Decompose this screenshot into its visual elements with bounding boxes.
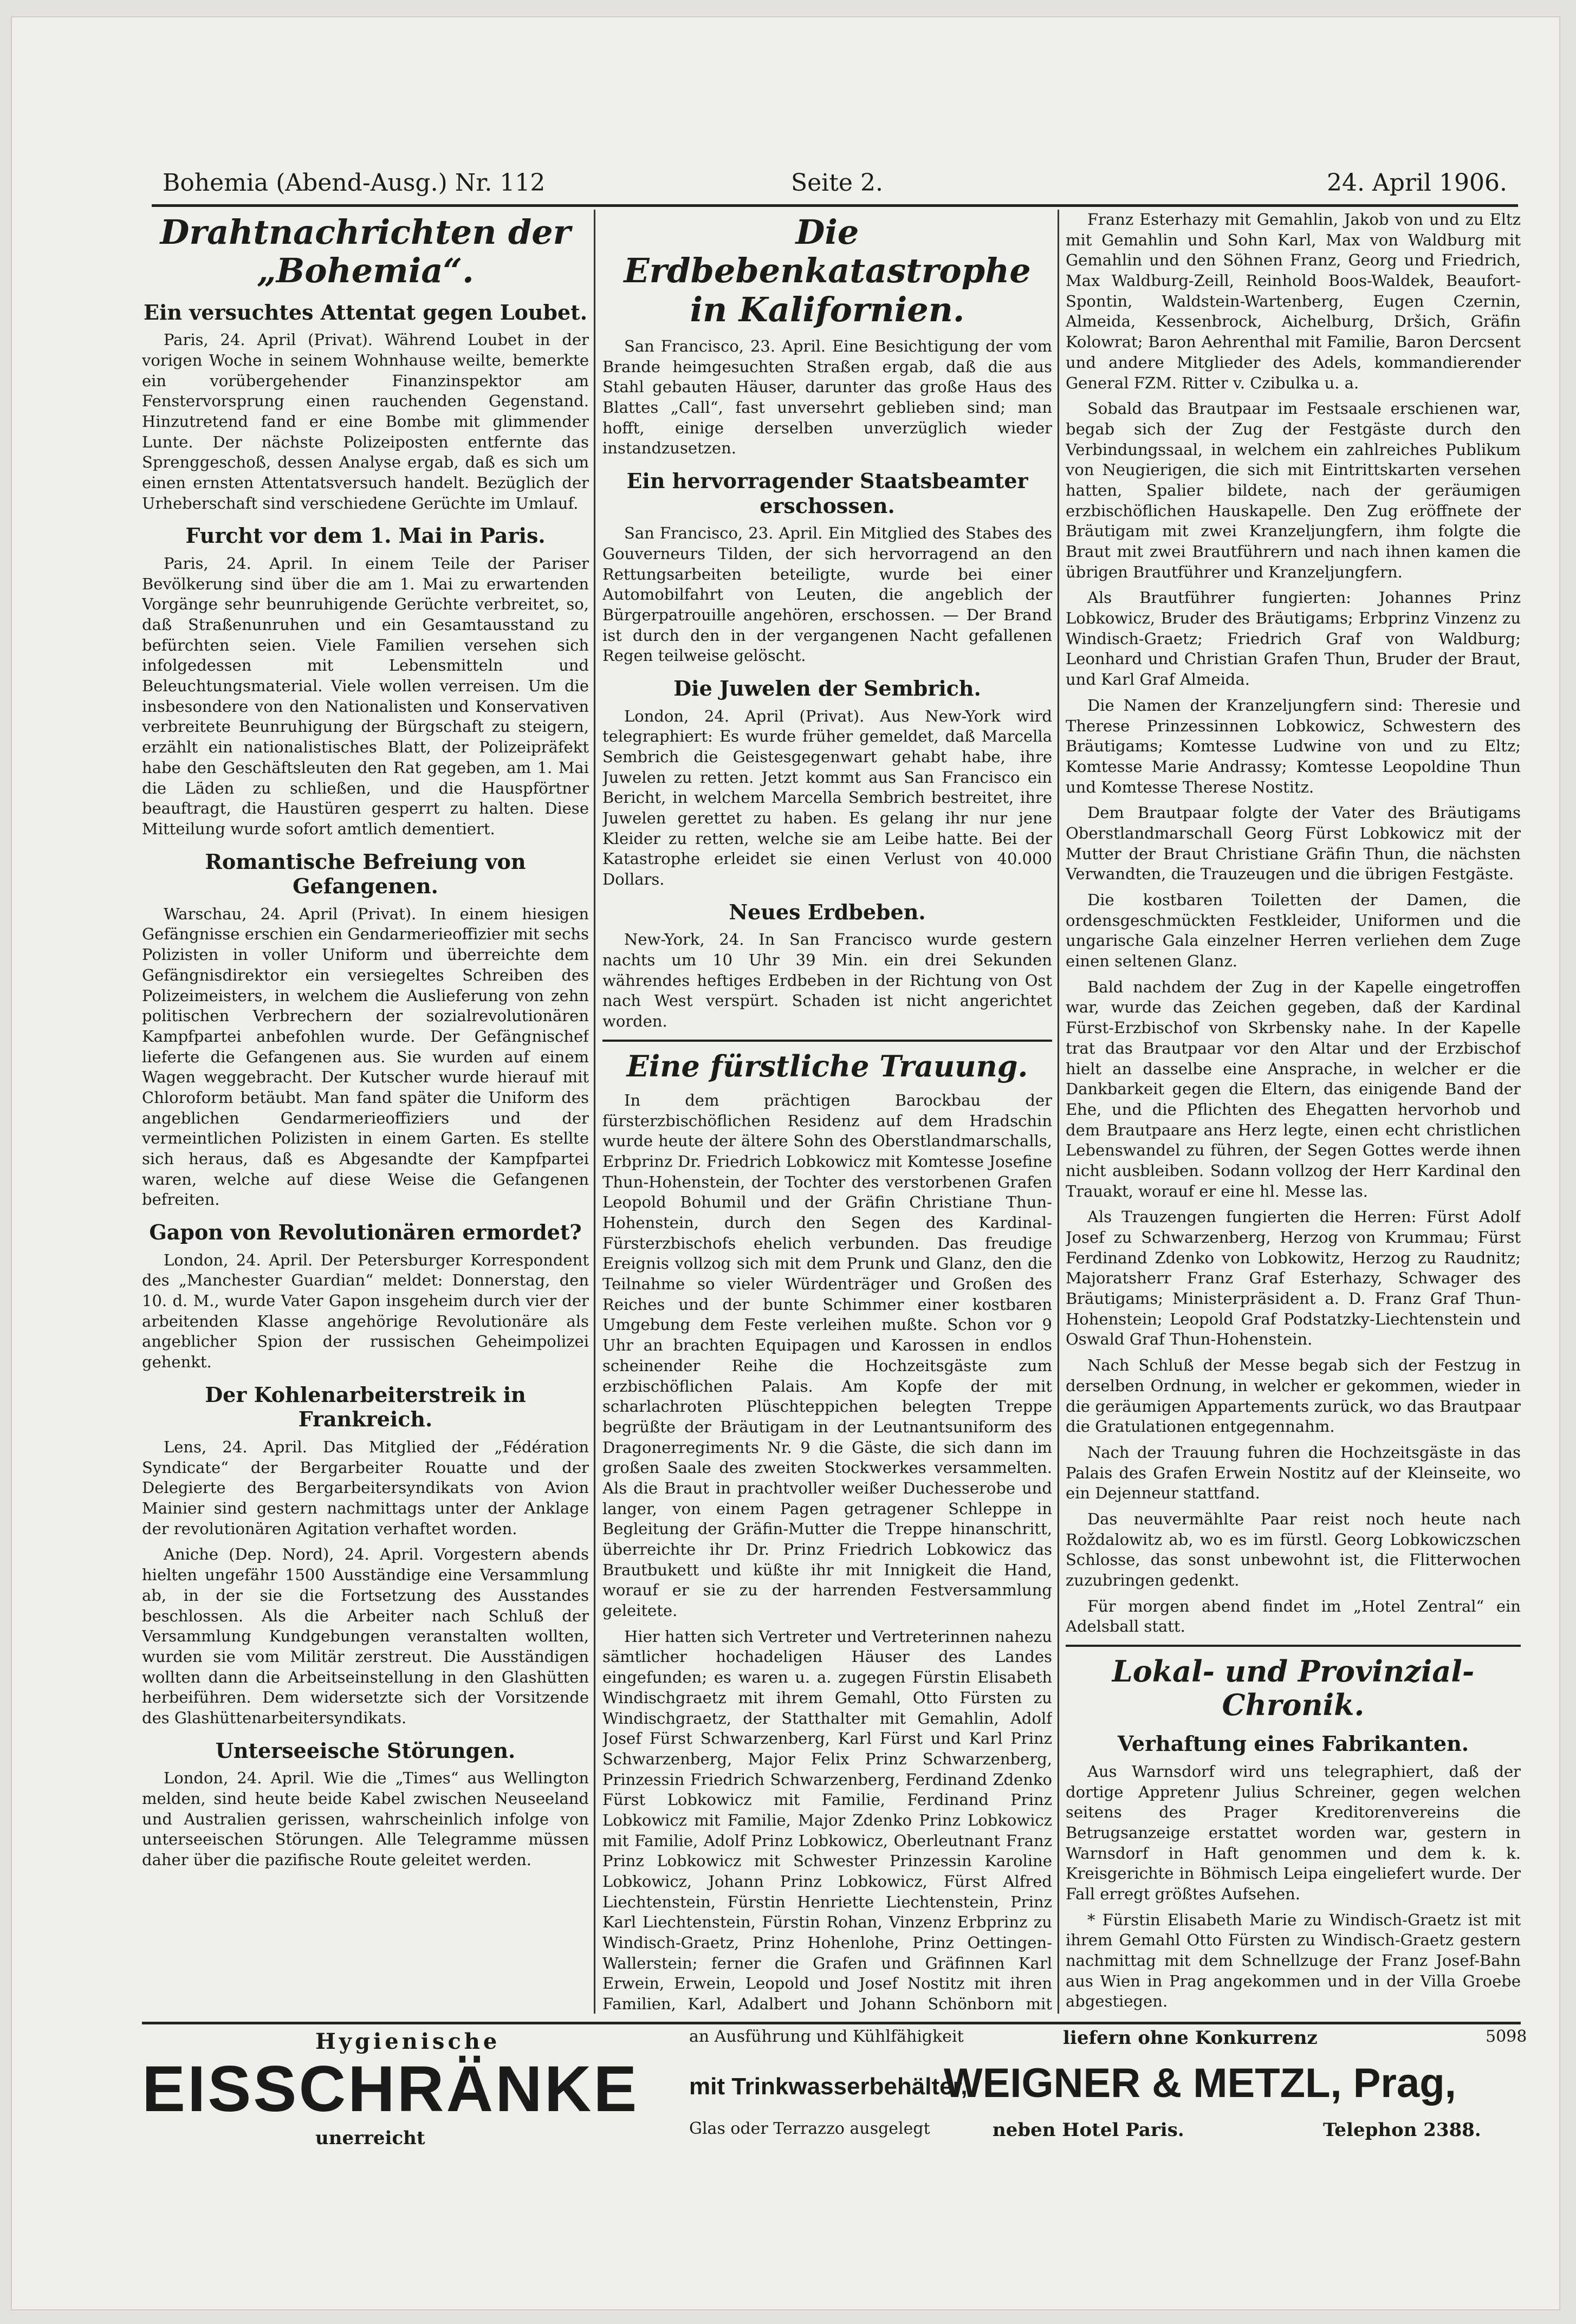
article-paragraph: Warschau, 24. April (Privat). In einem hiesigen Gefängnisse erschien ein Gendarmerieoffizier mit sechs Polizisten in voller Uniform und überreichte dem Gefängnisdirektor ein versiegeltes Schreiben des Polizeimeisters, in welchem die Auslieferung von zehn politischen Verbrechern der sozialrevolutionären Kampfpartei anbefohlen wurde. Der Gefängnischef lieferte die Gefangenen aus. Sie wurden auf einem Wagen weggebracht. Der Kutscher wurde hierauf mit Chloroform betäubt. Man fand später die Uniform des angeblichen Gendarmerieoffiziers und der vermeintlichen Polizisten in einem Garten. Es stellte sich heraus, daß es Abgesandte der Kampfpartei waren, welche auf diese Weise die Gefangenen befreiten.	[142, 904, 589, 1209]
article-paragraph: Bald nachdem der Zug in der Kapelle eingetroffen war, wurde das Zeichen gegeben, daß der Kardinal Fürst-Erzbischof von Skrbensky nahe. In der Kapelle trat das Brautpaar vor den Altar und der Erzbischof hielt an dasselbe eine Ansprache, in welcher er die Dankbarkeit gegen die Eltern, das einigende Band der Ehe, und die Pflichten des Ehegatten hervorhob und dem Brautpaare ans Herz legte, einen echt christlichen Lebenswandel zu führen, der Segen Gottes werde ihnen nicht ausbleiben. Sodann vollzog der Herr Kardinal den Trauakt, worauf er eine hl. Messe las.	[1066, 977, 1521, 1200]
article-paragraph: Nach der Trauung fuhren die Hochzeitsgäste in das Palais des Grafen Erwein Nostitz auf der Kleinseite, wo ein Dejenneur stattfand.	[1066, 1443, 1521, 1503]
column-divider	[594, 210, 595, 2014]
article-paragraph: Aus Warnsdorf wird uns telegraphiert, daß der dortige Appretenr Julius Schreiner, gegen welchen seitens des Prager Kreditorenvereins die Betrugsanzeige erstattet worden war, gestern in Warnsdorf in Haft genommen und dem k. k. Kreisgerichte in Böhmisch Leipa eingeliefert wurde. Der Fall erregt größtes Aufsehen.	[1066, 1762, 1521, 1903]
article-paragraph: * Fürstin Elisabeth Marie zu Windisch-Graetz ist mit ihrem Gemahl Otto Fürsten zu Windisch-Graetz gestern nachmittag mit dem Schnellzuge der Franz Josef-Bahn aus Wien in Prag angekommen und in der Villa Groebe abgestiegen.	[1066, 1910, 1521, 2011]
article-paragraph: Dem Brautpaar folgte der Vater des Bräutigams Oberstlandmarschall Georg Fürst Lobkowicz mit der Mutter der Braut Christiane Gräfin Thun, die nächsten Verwandten, die Trauzeugen und die übrigen Festgäste.	[1066, 803, 1521, 884]
ad-feature-trinkwasser: mit Trinkwasserbehälter,	[689, 2073, 968, 2100]
column-divider	[1058, 210, 1059, 2014]
section-title-telegrams: Drahtnachrichten der „Bohemia“.	[160, 212, 571, 291]
article-paragraph: London, 24. April. Der Petersburger Korrespondent des „Manchester Guardian“ meldet: Donnerstag, den 10. d. M., wurde Vater Gapon insgeheim durch vier der arbeitenden Klasse angehörige Revolutionäre als angeblicher Spion der russischen Geheimpolizei gehenkt.	[142, 1250, 589, 1372]
header-date: 24. April 1906.	[1326, 169, 1507, 197]
headline-befreiung: Romantische Befreiung von Gefangenen.	[205, 849, 526, 899]
article-paragraph: San Francisco, 23. April. Eine Besichtigung der vom Brande heimgesuchten Straßen ergab, daß die aus Stahl gebauten Häuser, darunter das große Haus des Blattes „Call“, fast unversehrt geblieben sind; man hofft, einige derselben unverzüglich wieder instandzusetzen.	[602, 336, 1052, 458]
section-title-chronik: Lokal- und Provinzial-Chronik.	[1112, 1654, 1475, 1723]
headline-unterseeische: Unterseeische Störungen.	[215, 1738, 516, 1763]
section-rule	[1066, 1645, 1521, 1647]
headline-fabrikant: Verhaftung eines Fabrikanten.	[1117, 1731, 1469, 1756]
article-paragraph: Nach Schluß der Messe begab sich der Festzug in derselben Ordnung, in welcher er gekommen, wieder in die geräumigen Appartements zurück, wo das Brautpaar die Gratulationen entgegennahm.	[1066, 1356, 1521, 1436]
article-paragraph: New-York, 24. In San Francisco wurde gestern nachts um 10 Uhr 39 Min. ein drei Sekunden währendes heftiges Erdbeben in der Richtung von Ost nach West verspürt. Schaden ist nicht angerichtet worden.	[602, 930, 1052, 1031]
advertisement	[142, 2022, 1527, 2157]
article-paragraph: Als Trauzengen fungierten die Herren: Fürst Adolf Josef zu Schwarzenberg, Herzog von Krummau; Fürst Ferdinand Zdenko von Lobkowitz, Herzog zu Raudnitz; Majoratsherr Franz Graf Esterhazy, Schwager des Bräutigams; Ministerpräsident a. D. Franz Graf Thun-Hohenstein; Leopold Graf Podstatzky-Liechtenstein und Oswald Graf Thun-Hohenstein.	[1066, 1208, 1521, 1349]
ad-hygienische: Hygienische	[315, 2029, 501, 2054]
article-paragraph: Lens, 24. April. Das Mitglied der „Fédération Syndicate“ der Bergarbeiter Rouatte und der Delegierte des Bergarbeitersyndikats von Avion Mainier sind gestern nachmittags unter der Anklage der revolutionären Agitation verhaftet worden.	[142, 1438, 589, 1538]
page-header	[152, 169, 1518, 207]
article-paragraph: Das neuvermählte Paar reist noch heute nach Roždalowitz ab, wo es im fürstl. Georg Lobkowiczschen Schlosse, das sonst unbewohnt ist, die Flitterwochen zuzubringen gedenkt.	[1066, 1509, 1521, 1589]
column-1	[142, 210, 589, 2014]
section-title-erdbeben: Die Erdbebenkatastrophe in Kalifornien.	[624, 212, 1031, 329]
article-paragraph: Paris, 24. April. In einem Teile der Pariser Bevölkerung sind über die am 1. Mai zu erwartenden Vorgänge sehr beunruhigende Gerüchte verbreitet, so, daß Straßenunruhen und ein Gesamtausstand zu befürchten seien. Viele Familien versehen sich infolgedessen mit Lebensmitteln und Beleuchtungsmaterial. Viele wollen verreisen. Um die insbesondere von den Nationalisten und Konservativen verbreitete Beunruhigung der Bürgschaft zu steigern, erzählt ein nationalistisches Blatt, der Polizeipräfekt habe den Geschäftsleuten den Rat gegeben, am 1. Mai die Läden zu schließen, und die Hauspförtner beauftragt, die Haustüren gesperrt zu halten. Diese Mitteilung wurde sofort amtlich dementiert.	[142, 554, 589, 838]
headline-mai-paris: Furcht vor dem 1. Mai in Paris.	[185, 523, 546, 548]
ad-feature-ausfuehrung: an Ausführung und Kühlfähigkeit	[689, 2027, 964, 2046]
headline-neues-erdbeben: Neues Erdbeben.	[729, 899, 926, 924]
header-page-number: Seite 2.	[791, 169, 883, 197]
article-paragraph: Für morgen abend findet im „Hotel Zentral“ ein Adelsball statt.	[1066, 1596, 1521, 1636]
column-3	[1066, 210, 1521, 2014]
article-paragraph: London, 24. April (Privat). Aus New-York wird telegraphiert: Es wurde früher gemeldet, daß Marcella Sembrich die Geistesgegenwart gehabt habe, ihre Juwelen zu retten. Jetzt kommt aus San Francisco ein Bericht, in welchem Marcella Sembrich bestreitet, ihre Juwelen gerettet zu haben. Es gelang ihr nur jene Kleider zu retten, welche sie am Leibe hatte. Bei der Katastrophe erleidet sie einen Verlust von 40.000 Dollars.	[602, 706, 1052, 889]
article-paragraph: London, 24. April. Wie die „Times“ aus Wellington melden, sind heute beide Kabel zwischen Neuseeland und Australien gerissen, wahrscheinlich infolge von unterseeischen Störungen. Alle Telegramme müssen daher über die pazifische Route geleitet werden.	[142, 1769, 589, 1869]
headline-staatsbeamter: Ein hervorragender Staatsbeamter erschossen.	[626, 469, 1028, 518]
ad-unerreicht: unerreicht	[315, 2127, 425, 2149]
article-paragraph: Franz Esterhazy mit Gemahlin, Jakob von und zu Eltz mit Gemahlin und Sohn Karl, Max von Waldburg mit Gemahlin und den Söhnen Franz, Georg und Friedrich, Max Waldburg-Zeill, Reinhold Boos-Waldek, Beaufort-Spontin, Waldstein-Wartenberg, Eugen Czernin, Almeida, Kessenbrock, Aichelburg, Dršich, Gräfin Kolowrat; Baron Aehrenthal mit Familie, Baron Dercsent und andere Mitglieder des Adels, kommandierender General FZM. Ritter v. Czibulka u. a.	[1066, 210, 1521, 392]
headline-sembrich: Die Juwelen der Sembrich.	[673, 676, 981, 701]
ad-number: 5098	[1486, 2027, 1527, 2046]
article-paragraph: In dem prächtigen Barockbau der fürsterzbischöflichen Residenz auf dem Hradschin wurde heute der ältere Sohn des Oberstlandmarschalls, Erbprinz Dr. Friedrich Lobkowicz mit Komtesse Josefine Thun-Hohenstein, der Tochter des verstorbenen Grafen Leopold Bohumil und der Gräfin Christiane Thun-Hohenstein, durch den Segen des Kardinal-Fürsterzbischofs ehelich verbunden. Das freudige Ereignis vollzog sich mit dem Prunk und Glanz, den die Teilnahme so vieler Würdenträger und Großen des Reiches und der bunte Schimmer einer kostbaren Umgebung dem Feste verleihen mußte. Schon vor 9 Uhr an brachten Equipagen und Karossen in endlos scheinender Reihe die Hochzeitsgäste zum erzbischöflichen Palais. Am Kopfe der mit scharlachroten Plüschteppichen belegten Treppe begrüßte der Bräutigam in der Leutnantsuniform des Dragonerregiments Nr. 9 die Gäste, die sich dann im großen Saale des zweiten Stockwerkes versammelten. Als die Braut in prachtvoller weißer Duchesserobe und langer, von einem Pagen getragener Schleppe in Begleitung der Gräfin-Mutter die Treppe hinanschritt, überreichte ihr Dr. Prinz Friedrich Lobkowicz das Brautbukett und küßte ihr mit Innigkeit die Hand, worauf er sie zu der harrenden Festversammlung geleitete.	[602, 1090, 1052, 1620]
header-publication: Bohemia (Abend-Ausg.) Nr. 112	[163, 169, 546, 197]
article-paragraph: Paris, 24. April (Privat). Während Loubet in der vorigen Woche in seinem Wohnhause weilte, bemerkte ein vorübergehender Finanzinspektor am Fenstervorsprung einen rauchenden Gegenstand. Hinzutretend fand er eine Bombe mit glimmender Lunte. Der nächste Polizeiposten entfernte das Sprenggeschoß, dessen Analyse ergab, daß es sich um einen ernsten Attentatsversuch handelt. Bezüglich der Urheberschaft sind verschiedene Gerüchte im Umlauf.	[142, 330, 589, 512]
ad-location: neben Hotel Paris.	[993, 2119, 1184, 2141]
article-paragraph: Aniche (Dep. Nord), 24. April. Vorgestern abends hielten ungefähr 1500 Ausständige eine Versammlung ab, in der sie die Fortsetzung des Ausstandes beschlossen. Als die Arbeiter nach Schluß der Versammlung Kundgebungen veranstalten wollten, wurden sie vom Militär zerstreut. Die Ausständigen wollten dann die Arbeitseinstellung in den Glashütten herbeiführen. Dem widersetzte sich der Vorsitzende des Glashüttenarbeitersyndikats.	[142, 1545, 589, 1727]
section-title-trauung: Eine fürstliche Trauung.	[626, 1048, 1028, 1083]
article-paragraph: Als Brautführer fungierten: Johannes Prinz Lobkowicz, Bruder des Bräutigams; Erbprinz Vinzenz zu Windisch-Graetz; Friedrich Graf von Waldburg; Leonhard und Christian Grafen Thun, Bruder der Braut, und Karl Graf Almeida.	[1066, 588, 1521, 689]
newspaper-page	[11, 16, 1560, 2310]
article-paragraph: Die kostbaren Toiletten der Damen, die ordensgeschmückten Festkleider, Uniformen und die ungarische Gala einzelner Herren verliehen dem Zuge einen seltenen Glanz.	[1066, 891, 1521, 971]
ad-eisschraenke: EISSCHRÄNKE	[142, 2053, 639, 2125]
article-paragraph: Sobald das Brautpaar im Festsaale erschienen war, begab sich der Zug der Festgäste durch den Verbindungssaal, in welchem ein zahlreiches Publikum von Neugierigen, die sich mit Eintrittskarten versehen hatten, Spalier bildete, nach der geräumigen erzbischöflichen Hauskapelle. Den Zug eröffnete der Bräutigam mit zwei Kranzeljungfern, ihm folgte die Braut mit zwei Brautführern und nach ihnen kamen die übrigen Brautführer und Kranzeljungfern.	[1066, 399, 1521, 581]
ad-feature-glas: Glas oder Terrazzo ausgelegt	[689, 2119, 930, 2138]
article-paragraph: Hier hatten sich Vertreter und Vertreterinnen nahezu sämtlicher hochadeligen Häuser des Landes eingefunden; es waren u. a. zugegen Fürstin Elisabeth Windischgraetz mit ihrem Gemahl, Otto Fürsten zu Windischgraetz, der Statthalter mit Gemahlin, Adolf Josef Fürst Schwarzenberg, Karl Fürst und Karl Prinz Schwarzenberg, Major Felix Prinz Schwarzenberg, Prinzessin Friedrich Schwarzenberg, Ferdinand Zdenko Fürst Lobkowicz mit Familie, Ferdinand Prinz Lobkowicz mit Familie, Major Zdenko Prinz Lobkowicz mit Familie, Adolf Prinz Lobkowicz, Oberleutnant Franz Prinz Lobkowicz mit Schwester Prinzessin Karoline Lobkowicz, Johann Prinz Lobkowicz, Fürst Alfred Liechtenstein, Fürstin Henriette Liechtenstein, Prinz Karl Liechtenstein, Fürstin Rohan, Vinzenz Erbprinz zu Windisch-Graetz, Prinz Hohenlohe, Prinz Oettingen-Wallerstein; ferner die Grafen und Gräfinnen Karl Erwein, Erwein, Leopold und Josef Nostitz mit ihren Familien, Karl, Adalbert und Johann Schönborn mit	[602, 1627, 1052, 2014]
column-2	[602, 210, 1052, 2014]
headline-kohlenstreik: Der Kohlenarbeiterstreik in Frankreich.	[205, 1382, 526, 1432]
article-paragraph: San Francisco, 23. April. Ein Mitglied des Stabes des Gouverneurs Tilden, der sich hervorragend an den Rettungsarbeiten beteiligte, wurde bei einer Automobilfahrt von Leuten, die angeblich der Bürgerpatrouille angehören, erschossen. — Der Brand ist durch den in der vergangenen Nacht gefallenen Regen teilweise gelöscht.	[602, 524, 1052, 665]
ad-liefern: liefern ohne Konkurrenz	[1063, 2027, 1318, 2049]
ad-phone: Telephon 2388.	[1323, 2119, 1481, 2141]
headline-loubet: Ein versuchtes Attentat gegen Loubet.	[144, 300, 587, 324]
section-rule	[602, 1040, 1052, 1042]
article-paragraph: Die Namen der Kranzeljungfern sind: Theresie und Therese Prinzessinnen Lobkowicz, Schwestern des Bräutigams; Komtesse Ludwine von und zu Eltz; Komtesse Marie Andrassy; Komtesse Leopoldine Thun und Komtesse Therese Nostitz.	[1066, 696, 1521, 796]
headline-gapon: Gapon von Revolutionären ermordet?	[149, 1220, 582, 1245]
ad-firm-name: WEIGNER & METZL, Prag,	[944, 2060, 1456, 2106]
